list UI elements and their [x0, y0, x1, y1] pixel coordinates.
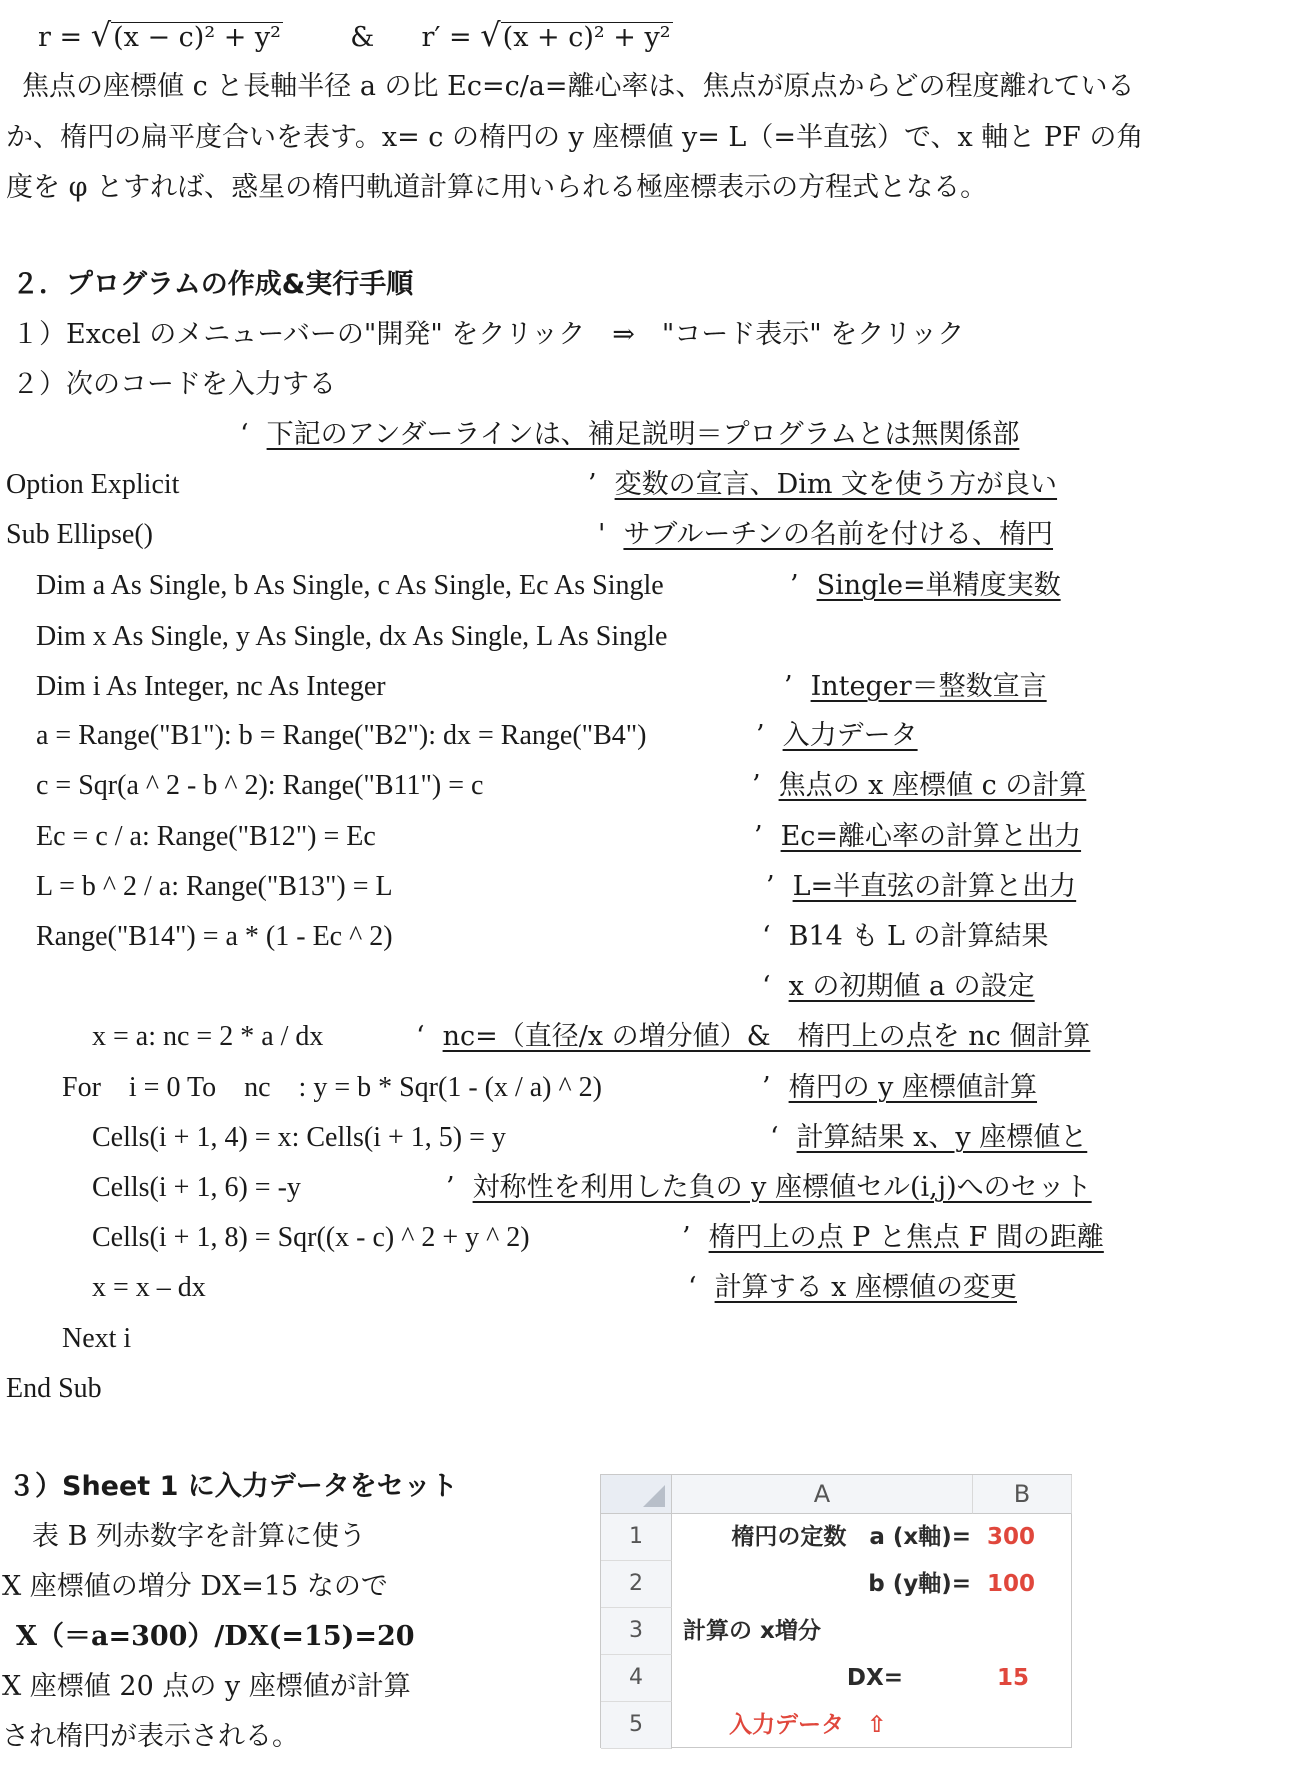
code-line: L = b ^ 2 / a: Range("B13") = L [36, 871, 393, 902]
comment-text: x の初期値 a の設定 [788, 971, 1035, 1002]
comment-tick: ‘ [416, 1021, 425, 1052]
cell-a4[interactable]: DX= [846, 1665, 903, 1691]
rprime-formula-lhs: r′ = [421, 22, 472, 53]
code-line: Dim x As Single, y As Single, dx As Single, L As Single [36, 621, 668, 652]
comment-tick: ‘ [688, 1272, 697, 1303]
comment-text: サブルーチンの名前を付ける、楕円 [623, 519, 1054, 550]
r-formula-lhs: r = [38, 22, 83, 53]
comment-tick: ‘ [762, 921, 771, 952]
code-line: Cells(i + 1, 4) = x: Cells(i + 1, 5) = y [92, 1122, 506, 1153]
paragraph-line-2: か、楕円の扁平度合いを表す。x= c の楕円の y 座標値 y= L（=半直弦）で、x 軸と PF の角 [6, 122, 1144, 153]
select-all-corner[interactable] [601, 1475, 672, 1514]
comment-text: nc=（直径/x の増分値）& 楕円上の点を nc 個計算 [442, 1021, 1091, 1052]
section-3-heading: ３）Sheet 1 に入力データをセット [8, 1471, 458, 1502]
column-header-a[interactable]: A [672, 1475, 973, 1514]
code-comment [766, 870, 1076, 904]
r-formula-radicand: (x − c)² + y² [113, 22, 282, 53]
comment-tick: ’ [756, 720, 765, 751]
comment-tick: ’ [784, 671, 793, 702]
comment-tick: ’ [754, 821, 763, 852]
rprime-formula-radicand: (x + c)² + y² [502, 22, 671, 53]
sqrt-symbol: √ [90, 16, 112, 54]
code-comment [756, 719, 918, 753]
code-comment [790, 569, 1061, 603]
column-header-b[interactable]: B [973, 1475, 1072, 1514]
code-line: For i = 0 To nc : y = b * Sqr(1 - (x / a) ^ 2) [62, 1072, 602, 1103]
comment-tick: ' [598, 519, 606, 550]
comment-tick: ’ [682, 1222, 691, 1253]
row-header[interactable]: 3 [601, 1608, 672, 1655]
comment-text: 焦点の x 座標値 c の計算 [778, 770, 1087, 801]
section-3-line: X 座標値 20 点の y 座標値が計算 [2, 1671, 411, 1702]
comment-tick: ’ [762, 1072, 771, 1103]
comment-text: 楕円の y 座標値計算 [788, 1072, 1038, 1103]
code-line: a = Range("B1"): b = Range("B2"): dx = Range("B4") [36, 720, 647, 751]
code-line: c = Sqr(a ^ 2 - b ^ 2): Range("B11") = c [36, 770, 484, 801]
cell-b2[interactable]: 100 [987, 1571, 1036, 1597]
code-comment [446, 1171, 1092, 1205]
code-line: Dim a As Single, b As Single, c As Single, Ec As Single [36, 570, 664, 601]
spreadsheet-excerpt [600, 1474, 1072, 1748]
code-line: Option Explicit [6, 469, 180, 500]
code-comment [752, 769, 1086, 803]
code-line: x = x – dx [92, 1272, 206, 1303]
code-note [240, 418, 1019, 452]
cell-a2[interactable]: b (y軸)= [868, 1571, 971, 1597]
code-line: x = a: nc = 2 * a / dx [92, 1021, 324, 1052]
comment-tick: ‘ [770, 1122, 779, 1153]
comment-text: 変数の宣言、Dim 文を使う方が良い [614, 469, 1058, 500]
cell-b1[interactable]: 300 [987, 1524, 1036, 1550]
cell-a5[interactable]: 入力データ ⇧ [729, 1712, 887, 1738]
paragraph-line-1: 焦点の座標値 c と長軸半径 a の比 Ec=c/a=離心率は、焦点が原点からどの程度離れている [22, 71, 1135, 102]
comment-text: Integer＝整数宣言 [810, 671, 1047, 702]
paragraph-line-3: 度を φ とすれば、惑星の楕円軌道計算に用いられる極座標表示の方程式となる。 [6, 172, 988, 203]
step-2: ２）次のコードを入力する [12, 369, 336, 400]
section-3-line: 表 B 列赤数字を計算に使う [32, 1521, 367, 1552]
comment-tick: ‘ [240, 419, 249, 450]
comment-tick: ’ [752, 770, 761, 801]
section-3-line: され楕円が表示される。 [2, 1721, 299, 1752]
sqrt-symbol: √ [480, 16, 501, 54]
code-comment [588, 468, 1057, 502]
code-comment [682, 1221, 1104, 1255]
code-line: Sub Ellipse() [6, 519, 153, 550]
code-comment [688, 1271, 1017, 1305]
comment-text: Single=単精度実数 [816, 570, 1061, 601]
comment-text: 入力データ [782, 720, 918, 751]
code-comment [770, 1121, 1087, 1155]
section-3-line: X（＝a=300）/DX(=15)=20 [16, 1621, 415, 1652]
comment-text: 対称性を利用した負の y 座標値セル(i,j)へのセット [472, 1172, 1092, 1203]
code-comment [762, 920, 1048, 954]
code-line: Ec = c / a: Range("B12") = Ec [36, 821, 376, 852]
ampersand: & [350, 22, 375, 53]
comment-text: 計算結果 x、y 座標値と [796, 1122, 1088, 1153]
code-line: Next i [62, 1323, 132, 1354]
comment-text: B14 も L の計算結果 [788, 921, 1049, 952]
comment-text: L=半直弦の計算と出力 [792, 871, 1077, 902]
comment-tick: ‘ [762, 971, 771, 1002]
comment-tick: ’ [446, 1172, 455, 1203]
code-comment [598, 518, 1053, 552]
comment-tick: ’ [766, 871, 775, 902]
section-2-heading: ２．プログラムの作成&実行手順 [12, 269, 414, 300]
cell-a3[interactable]: 計算の x増分 [683, 1618, 821, 1644]
code-line: End Sub [6, 1373, 102, 1404]
code-line: Cells(i + 1, 6) = -y [92, 1172, 301, 1203]
code-comment [754, 820, 1081, 854]
step-1: １）Excel のメニューバーの"開発" をクリック ⇒ "コード表示" をクリック [12, 319, 965, 350]
corner-triangle-icon [643, 1485, 665, 1507]
cell-a1[interactable]: 楕円の定数 a (x軸)= [731, 1524, 971, 1550]
comment-text: 計算する x 座標値の変更 [714, 1272, 1017, 1303]
distance-formula [38, 18, 673, 55]
cell-b4[interactable]: 15 [997, 1665, 1030, 1691]
code-line: Dim i As Integer, nc As Integer [36, 671, 386, 702]
code-line: Cells(i + 1, 8) = Sqr((x - c) ^ 2 + y ^ 2) [92, 1222, 530, 1253]
comment-tick: ’ [790, 570, 799, 601]
code-note-text: 下記のアンダーラインは、補足説明＝プログラムとは無関係部 [266, 419, 1020, 450]
row-header[interactable]: 1 [601, 1514, 672, 1561]
row-header[interactable]: 2 [601, 1561, 672, 1608]
section-3-line: X 座標値の増分 DX=15 なので [2, 1571, 388, 1602]
code-comment [762, 1071, 1037, 1105]
code-comment [762, 970, 1035, 1004]
row-header[interactable]: 4 [601, 1655, 672, 1702]
comment-tick: ’ [588, 469, 597, 500]
code-line: Range("B14") = a * (1 - Ec ^ 2) [36, 921, 393, 952]
code-comment [416, 1020, 1090, 1054]
row-header[interactable]: 5 [601, 1702, 672, 1749]
comment-text: 楕円上の点 P と焦点 F 間の距離 [708, 1222, 1104, 1253]
code-comment [784, 670, 1047, 704]
comment-text: Ec=離心率の計算と出力 [780, 821, 1082, 852]
